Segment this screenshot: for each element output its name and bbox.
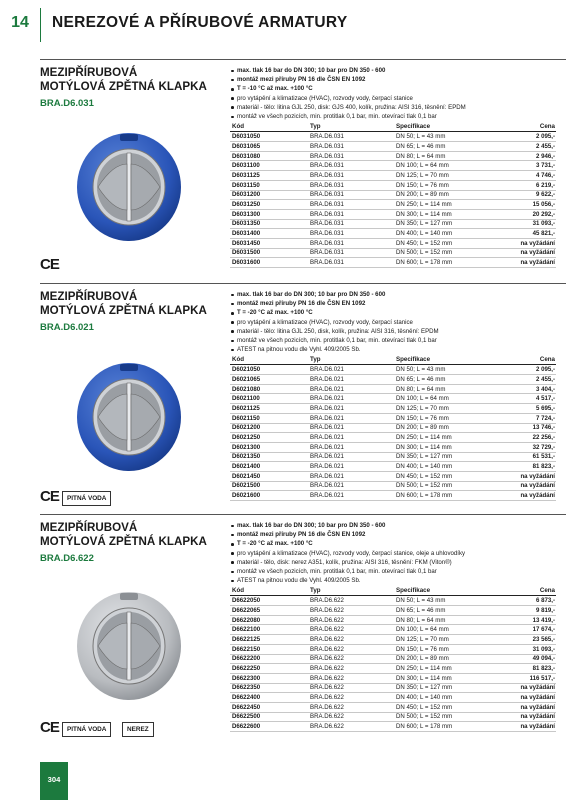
spec-bullet: materiál - tělo, disk: nerez A351, kolík, pružina: AISI 316, těsnění: FKM (Viton®) [230,558,560,567]
ce-mark-icon: CE [40,256,59,273]
table-row [230,161,556,171]
cell-typ: BRA.D6.021 [308,394,394,404]
cell-typ: BRA.D6.021 [308,404,394,414]
cell-cena: na vyžádání [490,702,556,712]
cell-cena: 81 823,- [490,664,556,674]
cell-kod: D6021080 [230,384,308,394]
table-row [230,673,556,683]
spec-bullet: pro vytápění a klimatizace (HVAC), rozvody vody, čerpací stanice [230,318,560,327]
cell-cena: 31 093,- [490,644,556,654]
cell-spec: DN 400; L = 140 mm [394,229,490,239]
cell-kod: D6031500 [230,248,308,258]
product-name [40,290,230,317]
cell-kod: D6622080 [230,615,308,625]
cell-kod: D6031100 [230,161,308,171]
product-name-line1: MEZIPŘÍRUBOVÁ [40,66,138,79]
price-table-header [230,355,556,365]
cell-cena: na vyžádání [490,258,556,268]
spec-bullet: ATEST na pitnou vodu dle Vyhl. 409/2005 Sb. [230,576,560,585]
product-section [40,60,556,282]
cell-spec: DN 65; L = 46 mm [394,606,490,616]
cell-typ: BRA.D6.622 [308,606,394,616]
table-row [230,712,556,722]
cell-typ: BRA.D6.622 [308,664,394,674]
cell-kod: D6622150 [230,644,308,654]
cell-spec: DN 300; L = 114 mm [394,442,490,452]
cell-kod: D6021065 [230,375,308,385]
table-row [230,413,556,423]
cell-cena: 23 565,- [490,635,556,645]
spec-bullet: pro vytápění a klimatizace (HVAC), rozvody vody, čerpací stanice, oleje a uhlovodíky [230,549,560,558]
cell-kod: D6031450 [230,238,308,248]
cell-spec: DN 500; L = 152 mm [394,712,490,722]
cell-cena: 32 729,- [490,442,556,452]
col-typ: Typ [308,355,394,365]
table-row [230,200,556,210]
cell-cena: 9 819,- [490,606,556,616]
cell-spec: DN 125; L = 70 mm [394,171,490,181]
cell-typ: BRA.D6.031 [308,161,394,171]
cell-cena: 4 517,- [490,394,556,404]
table-row [230,644,556,654]
cell-kod: D6021350 [230,452,308,462]
spec-bullet: T = -20 °C až max. +100 °C [230,539,560,548]
cell-cena: 6 219,- [490,180,556,190]
cell-cena: 17 674,- [490,625,556,635]
cell-typ: BRA.D6.622 [308,712,394,722]
spec-bullet: montáž mezi příruby PN 16 dle ČSN EN 1092 [230,75,560,84]
cell-cena: na vyžádání [490,683,556,693]
cell-typ: BRA.D6.021 [308,433,394,443]
product-name-line1: MEZIPŘÍRUBOVÁ [40,290,138,303]
cell-spec: DN 200; L = 89 mm [394,654,490,664]
cell-typ: BRA.D6.622 [308,625,394,635]
page-number: 304 [47,775,61,784]
cell-cena: na vyžádání [490,481,556,491]
table-row [230,132,556,142]
table-row [230,142,556,152]
col-cena: Cena [490,586,556,596]
table-row [230,404,556,414]
cell-spec: DN 150; L = 76 mm [394,644,490,654]
product-code: BRA.D6.031 [40,98,94,109]
col-cena: Cena [490,122,556,132]
spec-bullet: max. tlak 16 bar do DN 300; 10 bar pro DN 350 - 600 [230,66,560,75]
cell-spec: DN 450; L = 152 mm [394,471,490,481]
table-row [230,248,556,258]
cell-typ: BRA.D6.021 [308,384,394,394]
cell-kod: D6622350 [230,683,308,693]
cell-spec: DN 80; L = 64 mm [394,151,490,161]
table-row [230,394,556,404]
cell-spec: DN 400; L = 140 mm [394,462,490,472]
spec-bullet: montáž mezi příruby PN 16 dle ČSN EN 1092 [230,530,560,539]
cell-cena: na vyžádání [490,238,556,248]
chapter-title: NEREZOVÉ A PŘÍRUBOVÉ ARMATURY [52,14,348,31]
chapter-number: 14 [11,14,29,31]
cell-spec: DN 80; L = 64 mm [394,615,490,625]
header-divider [40,8,41,42]
col-spec: Specifikace [394,122,490,132]
cell-kod: D6021200 [230,423,308,433]
ce-mark-icon: CE [40,719,59,736]
cell-cena: na vyžádání [490,471,556,481]
col-spec: Specifikace [394,586,490,596]
table-row [230,471,556,481]
price-table [230,122,556,268]
col-spec: Specifikace [394,355,490,365]
cell-kod: D6031200 [230,190,308,200]
cell-kod: D6622065 [230,606,308,616]
cell-typ: BRA.D6.031 [308,229,394,239]
cell-spec: DN 100; L = 64 mm [394,394,490,404]
cell-cena: na vyžádání [490,722,556,732]
table-row [230,491,556,501]
cell-typ: BRA.D6.031 [308,180,394,190]
price-table [230,355,556,501]
product-name-line2: MOTÝLOVÁ ZPĚTNÁ KLAPKA [40,303,207,317]
cell-cena: 31 093,- [490,219,556,229]
cell-cena: 81 823,- [490,462,556,472]
cell-cena: na vyžádání [490,248,556,258]
table-row [230,635,556,645]
spec-bullet: montáž ve všech pozicích, min. protitlak 0,1 bar, min. otevírací tlak 0,1 bar [230,336,560,345]
spec-bullet: montáž ve všech pozicích, min. protitlak 0,1 bar, min. otevírací tlak 0,1 bar [230,567,560,576]
spec-bullet: materiál - tělo: litina GJL 250, disk, kolík, pružina: AISI 316, těsnění: EPDM [230,327,560,336]
cell-cena: na vyžádání [490,712,556,722]
table-row [230,229,556,239]
table-row [230,596,556,606]
product-name [40,66,230,93]
cell-typ: BRA.D6.031 [308,142,394,152]
table-row [230,219,556,229]
cell-kod: D6622300 [230,673,308,683]
cell-typ: BRA.D6.622 [308,722,394,732]
cell-kod: D6622125 [230,635,308,645]
cell-kod: D6622200 [230,654,308,664]
cell-spec: DN 450; L = 152 mm [394,238,490,248]
spec-bullet: montáž mezi příruby PN 16 dle ČSN EN 1092 [230,299,560,308]
table-row [230,693,556,703]
product-name [40,521,230,548]
cell-cena: 13 746,- [490,423,556,433]
cell-spec: DN 125; L = 70 mm [394,404,490,414]
cell-kod: D6031600 [230,258,308,268]
cell-typ: BRA.D6.021 [308,481,394,491]
cell-spec: DN 250; L = 114 mm [394,433,490,443]
product-name-line2: MOTÝLOVÁ ZPĚTNÁ KLAPKA [40,534,207,548]
cell-typ: BRA.D6.021 [308,375,394,385]
cell-cena: 3 404,- [490,384,556,394]
cell-typ: BRA.D6.031 [308,151,394,161]
cell-typ: BRA.D6.622 [308,644,394,654]
valve-product-image [68,583,190,710]
cell-spec: DN 350; L = 127 mm [394,683,490,693]
page-number-tab [40,762,68,800]
product-name-line1: MEZIPŘÍRUBOVÁ [40,521,138,534]
spec-bullet-list [230,290,560,354]
cell-spec: DN 200; L = 89 mm [394,423,490,433]
badge-0: PITNÁ VODA [62,491,111,506]
table-row [230,238,556,248]
cell-kod: D6031250 [230,200,308,210]
cell-spec: DN 50; L = 43 mm [394,132,490,142]
spec-bullet: T = -10 °C až max. +100 °C [230,84,560,93]
table-row [230,462,556,472]
table-row [230,683,556,693]
cell-spec: DN 350; L = 127 mm [394,219,490,229]
table-row [230,365,556,375]
table-row [230,722,556,732]
cell-spec: DN 50; L = 43 mm [394,596,490,606]
spec-bullet: montáž ve všech pozicích, min. protitlak 0,1 bar, min. otevírací tlak 0,1 bar [230,112,560,121]
cell-cena: 22 256,- [490,433,556,443]
cell-typ: BRA.D6.021 [308,491,394,501]
cell-typ: BRA.D6.622 [308,693,394,703]
cell-typ: BRA.D6.021 [308,462,394,472]
cell-spec: DN 50; L = 43 mm [394,365,490,375]
cell-kod: D6622250 [230,664,308,674]
cell-typ: BRA.D6.021 [308,423,394,433]
cell-spec: DN 65; L = 46 mm [394,142,490,152]
cell-kod: D6021100 [230,394,308,404]
table-row [230,702,556,712]
cell-spec: DN 500; L = 152 mm [394,248,490,258]
table-row [230,615,556,625]
cell-kod: D6622500 [230,712,308,722]
cell-kod: D6031400 [230,229,308,239]
col-cena: Cena [490,355,556,365]
cell-kod: D6031050 [230,132,308,142]
cell-spec: DN 80; L = 64 mm [394,384,490,394]
table-row [230,180,556,190]
price-table-header [230,586,556,596]
table-row [230,442,556,452]
table-row [230,258,556,268]
cell-kod: D6622100 [230,625,308,635]
product-code: BRA.D6.021 [40,322,94,333]
product-code: BRA.D6.622 [40,553,94,564]
cell-typ: BRA.D6.622 [308,615,394,625]
cell-typ: BRA.D6.031 [308,219,394,229]
cell-kod: D6021450 [230,471,308,481]
cell-kod: D6031065 [230,142,308,152]
cell-typ: BRA.D6.622 [308,596,394,606]
col-typ: Typ [308,122,394,132]
cell-cena: 13 419,- [490,615,556,625]
cell-spec: DN 300; L = 114 mm [394,673,490,683]
cell-typ: BRA.D6.622 [308,654,394,664]
cell-kod: D6021500 [230,481,308,491]
badge-0: PITNÁ VODA [62,722,111,737]
table-row [230,423,556,433]
cell-cena: 2 455,- [490,375,556,385]
spec-bullet-list [230,66,560,121]
col-kod: Kód [230,122,308,132]
col-kod: Kód [230,355,308,365]
cell-spec: DN 350; L = 127 mm [394,452,490,462]
cell-spec: DN 250; L = 114 mm [394,664,490,674]
cell-spec: DN 150; L = 76 mm [394,180,490,190]
cell-typ: BRA.D6.021 [308,442,394,452]
table-row [230,190,556,200]
cell-typ: BRA.D6.031 [308,190,394,200]
cell-cena: 20 292,- [490,209,556,219]
spec-bullet: materiál - tělo: litina GJL 250, disk: GJS 400, kolík, pružina: AISI 316, těsnění: EPDM [230,103,560,112]
cell-kod: D6622600 [230,722,308,732]
cell-kod: D6031150 [230,180,308,190]
cell-spec: DN 150; L = 76 mm [394,413,490,423]
valve-product-image [68,124,190,251]
table-row [230,171,556,181]
table-row [230,452,556,462]
cell-kod: D6031125 [230,171,308,181]
spec-bullet: T = -20 °C až max. +100 °C [230,308,560,317]
cell-kod: D6031350 [230,219,308,229]
cell-spec: DN 500; L = 152 mm [394,481,490,491]
cell-typ: BRA.D6.622 [308,635,394,645]
badge-1: NEREZ [122,722,154,737]
table-row [230,384,556,394]
cell-cena: 45 821,- [490,229,556,239]
cell-typ: BRA.D6.622 [308,702,394,712]
cell-spec: DN 100; L = 64 mm [394,625,490,635]
col-kod: Kód [230,586,308,596]
cell-cena: 5 695,- [490,404,556,414]
cell-cena: 49 094,- [490,654,556,664]
cell-spec: DN 600; L = 178 mm [394,722,490,732]
cell-spec: DN 250; L = 114 mm [394,200,490,210]
table-row [230,433,556,443]
cell-typ: BRA.D6.021 [308,452,394,462]
cell-cena: na vyžádání [490,693,556,703]
cell-typ: BRA.D6.031 [308,258,394,268]
cell-spec: DN 125; L = 70 mm [394,635,490,645]
cell-kod: D6622450 [230,702,308,712]
cell-cena: 4 746,- [490,171,556,181]
table-row [230,625,556,635]
cell-kod: D6021250 [230,433,308,443]
cell-typ: BRA.D6.021 [308,471,394,481]
cell-kod: D6021125 [230,404,308,414]
cell-cena: 9 622,- [490,190,556,200]
cell-cena: na vyžádání [490,491,556,501]
cell-spec: DN 300; L = 114 mm [394,209,490,219]
table-row [230,606,556,616]
table-row [230,654,556,664]
cell-kod: D6031080 [230,151,308,161]
ce-mark-icon: CE [40,488,59,505]
valve-product-image [68,354,190,481]
cell-kod: D6031300 [230,209,308,219]
cell-spec: DN 600; L = 178 mm [394,491,490,501]
cell-typ: BRA.D6.021 [308,365,394,375]
cell-spec: DN 100; L = 64 mm [394,161,490,171]
product-name-line2: MOTÝLOVÁ ZPĚTNÁ KLAPKA [40,79,207,93]
cell-kod: D6622050 [230,596,308,606]
cell-cena: 7 724,- [490,413,556,423]
cell-typ: BRA.D6.622 [308,673,394,683]
spec-bullet: ATEST na pitnou vodu dle Vyhl. 409/2005 Sb. [230,345,560,354]
cell-cena: 2 095,- [490,132,556,142]
cell-typ: BRA.D6.031 [308,209,394,219]
cell-cena: 2 095,- [490,365,556,375]
cell-cena: 2 455,- [490,142,556,152]
cell-typ: BRA.D6.031 [308,171,394,181]
spec-bullet-list [230,521,560,585]
price-table-header [230,122,556,132]
cell-spec: DN 400; L = 140 mm [394,693,490,703]
spec-bullet: max. tlak 16 bar do DN 300; 10 bar pro DN 350 - 600 [230,290,560,299]
cell-typ: BRA.D6.031 [308,132,394,142]
cell-cena: 116 517,- [490,673,556,683]
cell-kod: D6021600 [230,491,308,501]
cell-typ: BRA.D6.021 [308,413,394,423]
col-typ: Typ [308,586,394,596]
cell-spec: DN 450; L = 152 mm [394,702,490,712]
cell-spec: DN 200; L = 89 mm [394,190,490,200]
table-row [230,481,556,491]
table-row [230,151,556,161]
cell-kod: D6021400 [230,462,308,472]
cell-kod: D6021150 [230,413,308,423]
cell-kod: D6021050 [230,365,308,375]
product-section [40,284,556,513]
table-row [230,375,556,385]
cell-cena: 6 873,- [490,596,556,606]
spec-bullet: max. tlak 16 bar do DN 300; 10 bar pro DN 350 - 600 [230,521,560,530]
spec-bullet: pro vytápění a klimatizace (HVAC), rozvody vody, čerpací stanice [230,94,560,103]
table-row [230,664,556,674]
table-row [230,209,556,219]
cell-cena: 61 531,- [490,452,556,462]
cell-typ: BRA.D6.031 [308,200,394,210]
cell-typ: BRA.D6.031 [308,248,394,258]
cell-typ: BRA.D6.031 [308,238,394,248]
product-section [40,515,556,745]
cell-kod: D6021300 [230,442,308,452]
cell-kod: D6622400 [230,693,308,703]
cell-cena: 15 056,- [490,200,556,210]
cell-spec: DN 600; L = 178 mm [394,258,490,268]
cell-cena: 3 731,- [490,161,556,171]
price-table [230,586,556,732]
cell-typ: BRA.D6.622 [308,683,394,693]
cell-spec: DN 65; L = 46 mm [394,375,490,385]
cell-cena: 2 946,- [490,151,556,161]
